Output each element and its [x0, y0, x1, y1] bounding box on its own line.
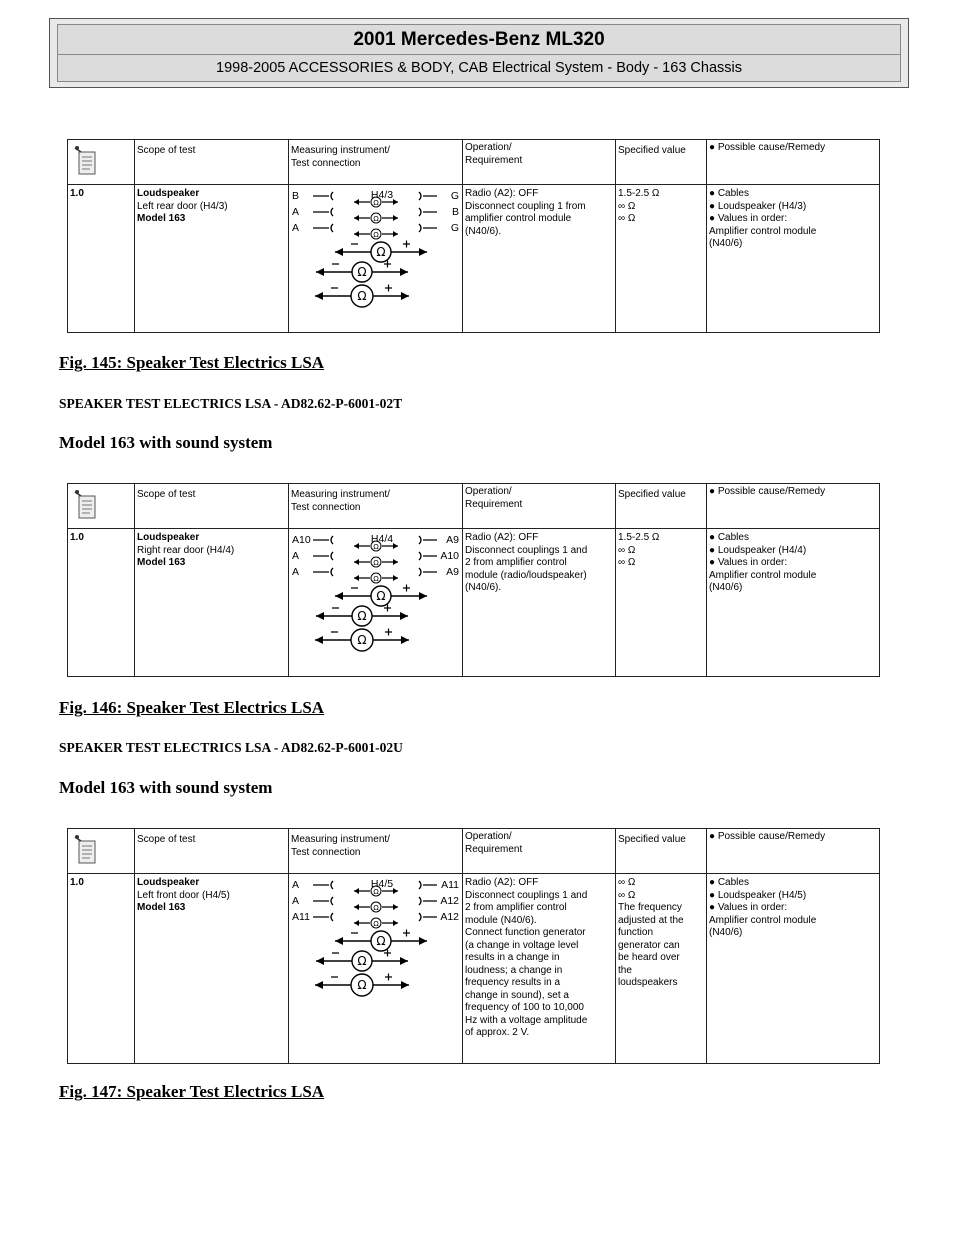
pin-label: H4/5: [370, 878, 394, 890]
cell-line: results in a change in: [465, 952, 560, 963]
svg-text:Ω: Ω: [373, 888, 379, 896]
cell-line: the: [618, 964, 632, 976]
cell-line: ● Cables: [709, 188, 749, 199]
header-text: Specified value: [618, 489, 686, 500]
pin-label: A9: [446, 534, 459, 546]
svg-text:Ω: Ω: [373, 543, 379, 551]
cell-line: Disconnect coupling 1 from: [465, 200, 586, 212]
column-header: [465, 831, 522, 856]
svg-text:Ω: Ω: [373, 231, 379, 239]
test-step-number: 1.0: [70, 188, 84, 199]
column-header: [618, 145, 686, 158]
cell-line: Amplifier control module: [709, 225, 817, 237]
header-text: ● Possible cause/Remedy: [709, 142, 826, 153]
cell-line: module (radio/loudspeaker): [465, 569, 587, 581]
cell-line: (N40/6): [709, 582, 743, 593]
column-header: [465, 486, 522, 511]
cell-line: loudspeakers: [618, 977, 678, 988]
pin-label: A11: [441, 879, 459, 891]
cell-line: Loudspeaker: [137, 532, 200, 543]
test-step-number: 1.0: [70, 532, 84, 543]
column-divider: [706, 484, 707, 676]
column-header: [465, 142, 522, 167]
manual-icon: [72, 488, 102, 522]
cell-line: Model 163: [137, 213, 186, 224]
test-connection-diagram: [289, 530, 463, 680]
cell-line: ● Loudspeaker (H4/4): [709, 544, 807, 556]
svg-text:Ω: Ω: [373, 575, 379, 583]
cell-line: Loudspeaker: [137, 188, 200, 199]
svg-text:Ω: Ω: [373, 559, 379, 567]
svg-text:Ω: Ω: [357, 954, 367, 968]
column-divider: [615, 829, 616, 1063]
column-header: [618, 834, 686, 847]
page-header: [49, 18, 909, 88]
column-header: [618, 489, 686, 502]
svg-text:Ω: Ω: [357, 609, 367, 623]
header-text: Requirement: [465, 843, 523, 855]
cell-line: ∞ Ω: [618, 889, 636, 901]
cell-line: amplifier control module: [465, 213, 572, 224]
cell-line: The frequency: [618, 902, 682, 913]
specified-value-cell: [618, 188, 659, 226]
cell-line: ● Loudspeaker (H4/3): [709, 200, 807, 212]
column-divider: [706, 140, 707, 332]
manual-icon: [72, 833, 102, 867]
cell-line: 2 from amplifier control: [465, 902, 567, 913]
column-divider: [134, 829, 135, 1063]
figure-caption-145: Fig. 145: Speaker Test Electrics LSA: [59, 353, 325, 372]
cell-line: ● Cables: [709, 877, 749, 888]
pin-label: A: [292, 879, 300, 891]
cell-line: Model 163: [137, 902, 186, 913]
svg-text:Ω: Ω: [373, 215, 379, 223]
svg-text:Ω: Ω: [357, 978, 367, 992]
cell-line: Amplifier control module: [709, 914, 817, 926]
cell-line: Connect function generator: [465, 927, 586, 938]
cell-line: Disconnect couplings 1 and: [465, 544, 588, 556]
model-subheading-1: Model 163 with sound system: [59, 433, 273, 452]
header-text: Specified value: [618, 834, 686, 845]
pin-label: A12: [440, 911, 459, 923]
cell-line: loudness; a change in: [465, 964, 563, 976]
header-text: Test connection: [291, 157, 361, 169]
test-connection-diagram: [289, 875, 463, 1025]
column-header: [137, 489, 195, 502]
svg-text:Ω: Ω: [357, 633, 367, 647]
cell-line: Left rear door (H4/3): [137, 200, 228, 212]
cell-line: (N40/6): [709, 238, 743, 249]
column-divider: [615, 484, 616, 676]
header-row-divider: [68, 528, 879, 529]
cell-line: ● Values in order:: [709, 557, 788, 568]
pin-label: B: [451, 206, 459, 218]
pin-label: H4/3: [370, 189, 394, 201]
pin-label: A: [292, 895, 300, 907]
cell-line: ∞ Ω: [618, 213, 636, 224]
page-subtitle: 1998-2005 ACCESSORIES & BODY, CAB Electrical System - Body - 163 Chassis: [216, 60, 742, 76]
header-divider: [58, 54, 900, 55]
header-text: Measuring instrument/: [291, 145, 390, 156]
pin-label: B: [292, 190, 300, 202]
specified-value-cell: [618, 532, 659, 570]
cell-line: Radio (A2): OFF: [465, 188, 539, 199]
cell-line: Left front door (H4/5): [137, 889, 230, 901]
cell-line: Radio (A2): OFF: [465, 532, 539, 543]
header-text: Operation/: [465, 486, 512, 497]
cell-line: (N40/6): [709, 927, 743, 938]
header-text: Scope of test: [137, 145, 196, 156]
pin-label: A: [292, 206, 300, 218]
pin-label: A: [292, 566, 300, 578]
operation-cell: [465, 532, 587, 595]
column-divider: [615, 140, 616, 332]
header-text: Requirement: [465, 154, 523, 166]
cell-line: module (N40/6).: [465, 914, 537, 926]
svg-text:Ω: Ω: [373, 904, 379, 912]
cell-line: (a change in voltage level: [465, 939, 579, 951]
column-divider: [134, 484, 135, 676]
cell-line: be heard over: [618, 952, 680, 963]
svg-text:Ω: Ω: [357, 265, 367, 279]
header-text: Operation/: [465, 831, 512, 842]
header-text: Measuring instrument/: [291, 489, 390, 500]
pin-label: G: [450, 222, 459, 234]
svg-text:Ω: Ω: [357, 289, 367, 303]
header-text: ● Possible cause/Remedy: [709, 831, 826, 842]
cell-line: Disconnect couplings 1 and: [465, 889, 588, 901]
pin-label: A10: [440, 550, 459, 562]
header-text: Scope of test: [137, 489, 196, 500]
column-header: [291, 489, 390, 514]
cause-remedy-cell: [709, 188, 816, 251]
header-row-divider: [68, 873, 879, 874]
cell-line: 1.5-2.5 Ω: [618, 532, 660, 543]
cell-line: of approx. 2 V.: [465, 1027, 530, 1038]
svg-text:Ω: Ω: [373, 199, 379, 207]
svg-text:Ω: Ω: [376, 934, 386, 948]
cell-line: Model 163: [137, 557, 186, 568]
cell-line: 2 from amplifier control: [465, 557, 567, 568]
pin-label: G: [450, 190, 459, 202]
column-header: [291, 834, 390, 859]
page-header-inner: [57, 24, 901, 82]
header-row-divider: [68, 184, 879, 185]
cell-line: ∞ Ω: [618, 877, 636, 888]
spec-table-2: [67, 483, 880, 677]
column-divider: [134, 140, 135, 332]
header-text: Operation/: [465, 142, 512, 153]
cell-line: frequency results in a: [465, 977, 561, 988]
test-connection-diagram: [289, 186, 463, 336]
cell-line: (N40/6).: [465, 582, 502, 593]
spec-table-1: [67, 139, 880, 333]
reference-code-1: SPEAKER TEST ELECTRICS LSA - AD82.62-P-6001-02T: [59, 396, 403, 411]
cell-line: ∞ Ω: [618, 557, 636, 568]
pin-label: A: [292, 222, 300, 234]
header-text: Requirement: [465, 498, 523, 510]
column-divider: [706, 829, 707, 1063]
cell-line: (N40/6).: [465, 225, 502, 237]
header-text: Test connection: [291, 846, 361, 858]
column-header: [291, 145, 390, 170]
pin-label: A10: [292, 534, 311, 546]
scope-cell: [137, 877, 230, 915]
column-header: [137, 834, 195, 847]
pin-label: A9: [446, 566, 459, 578]
header-text: Scope of test: [137, 834, 196, 845]
column-header: [137, 145, 195, 158]
operation-cell: [465, 188, 586, 238]
column-header: [709, 831, 825, 844]
cell-line: ● Values in order:: [709, 902, 788, 913]
cell-line: ● Loudspeaker (H4/5): [709, 889, 807, 901]
header-text: ● Possible cause/Remedy: [709, 486, 826, 497]
spec-table-3: [67, 828, 880, 1064]
scope-cell: [137, 188, 228, 226]
scope-cell: [137, 532, 234, 570]
cause-remedy-cell: [709, 877, 816, 940]
pin-label: A: [292, 550, 300, 562]
cell-line: ∞ Ω: [618, 200, 636, 212]
pin-label: A11: [292, 911, 310, 923]
cause-remedy-cell: [709, 532, 816, 595]
svg-text:Ω: Ω: [376, 245, 386, 259]
cell-line: Loudspeaker: [137, 877, 200, 888]
cell-line: Hz with a voltage amplitude: [465, 1014, 588, 1026]
cell-line: Right rear door (H4/4): [137, 544, 235, 556]
cell-line: frequency of 100 to 10,000: [465, 1002, 584, 1013]
specified-value-cell: [618, 877, 684, 990]
cell-line: ∞ Ω: [618, 544, 636, 556]
manual-icon: [72, 144, 102, 178]
test-step-number: 1.0: [70, 877, 84, 888]
header-text: Specified value: [618, 145, 686, 156]
pin-label: H4/4: [370, 533, 394, 545]
svg-text:Ω: Ω: [376, 589, 386, 603]
page-title: 2001 Mercedes-Benz ML320: [353, 29, 605, 50]
pin-label: A12: [440, 895, 459, 907]
cell-line: ● Values in order:: [709, 213, 788, 224]
reference-code-2: SPEAKER TEST ELECTRICS LSA - AD82.62-P-6001-02U: [59, 740, 403, 755]
header-text: Measuring instrument/: [291, 834, 390, 845]
cell-line: ● Cables: [709, 532, 749, 543]
header-text: Test connection: [291, 501, 361, 513]
model-subheading-2: Model 163 with sound system: [59, 778, 273, 797]
cell-line: function: [618, 927, 654, 938]
column-header: [709, 142, 825, 155]
cell-line: 1.5-2.5 Ω: [618, 188, 660, 199]
cell-line: Radio (A2): OFF: [465, 877, 539, 888]
cell-line: Amplifier control module: [709, 569, 817, 581]
figure-caption-146: Fig. 146: Speaker Test Electrics LSA: [59, 698, 325, 717]
column-header: [709, 486, 825, 499]
cell-line: adjusted at the: [618, 914, 684, 926]
svg-text:Ω: Ω: [373, 920, 379, 928]
cell-line: generator can: [618, 939, 680, 951]
operation-cell: [465, 877, 587, 1040]
figure-caption-147: Fig. 147: Speaker Test Electrics LSA: [59, 1082, 325, 1101]
cell-line: change in sound), set a: [465, 989, 569, 1001]
